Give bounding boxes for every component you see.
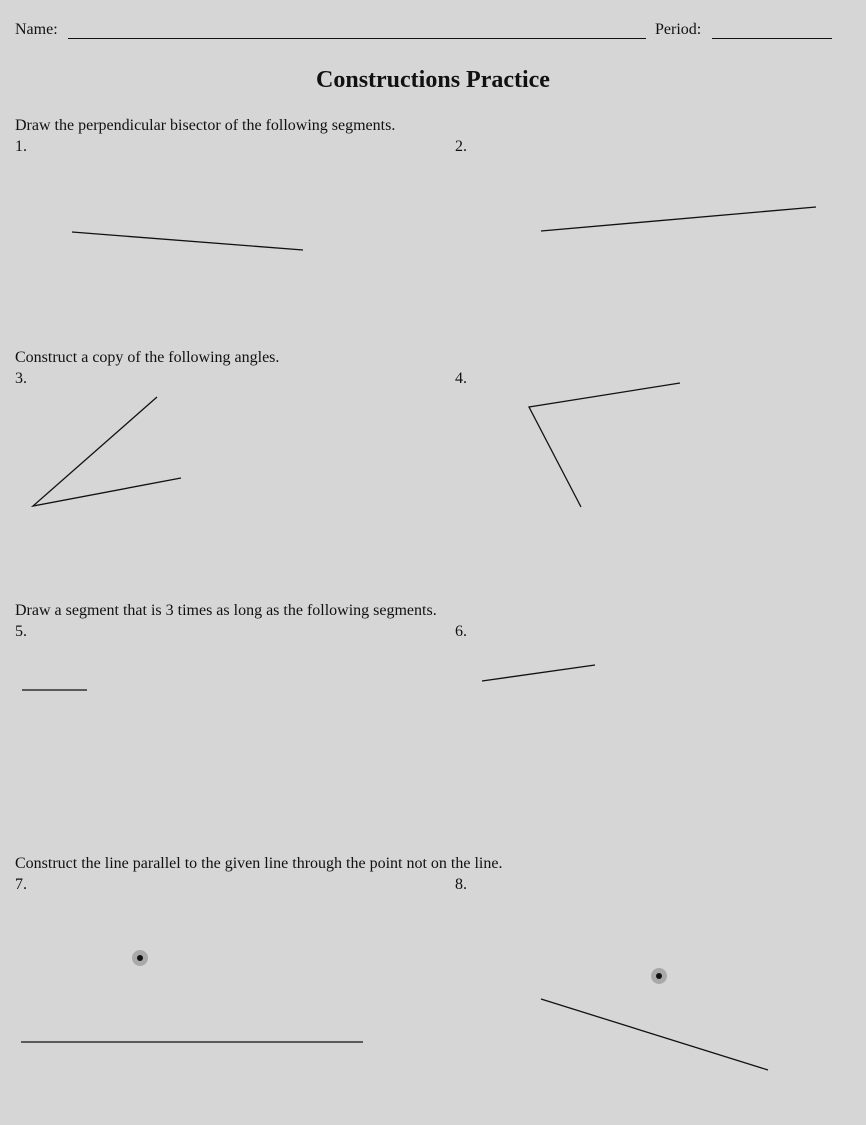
problem-number: 2. [455, 138, 467, 155]
instruction-4: Construct the line parallel to the given line through the point not on the line. [15, 855, 503, 872]
page-title: Constructions Practice [316, 67, 550, 93]
problem-number: 4. [455, 370, 467, 387]
line-8 [541, 999, 768, 1070]
problem-number: 3. [15, 370, 27, 387]
instruction-3: Draw a segment that is 3 times as long as the following segments. [15, 602, 437, 619]
point-8 [651, 968, 667, 984]
name-label: Name: [15, 21, 58, 38]
problem-number: 8. [455, 876, 467, 893]
problem-number: 6. [455, 623, 467, 640]
segment-2 [541, 207, 816, 231]
angle-3 [33, 397, 181, 506]
angle-4 [529, 383, 680, 507]
instruction-1: Draw the perpendicular bisector of the following segments. [15, 117, 396, 134]
instruction-2: Construct a copy of the following angles. [15, 349, 280, 366]
problem-number: 7. [15, 876, 27, 893]
point-7 [132, 950, 148, 966]
period-label: Period: [655, 21, 702, 38]
segment-1 [72, 232, 303, 250]
segment-6 [482, 665, 595, 681]
problem-number: 1. [15, 138, 27, 155]
problem-number: 5. [15, 623, 27, 640]
